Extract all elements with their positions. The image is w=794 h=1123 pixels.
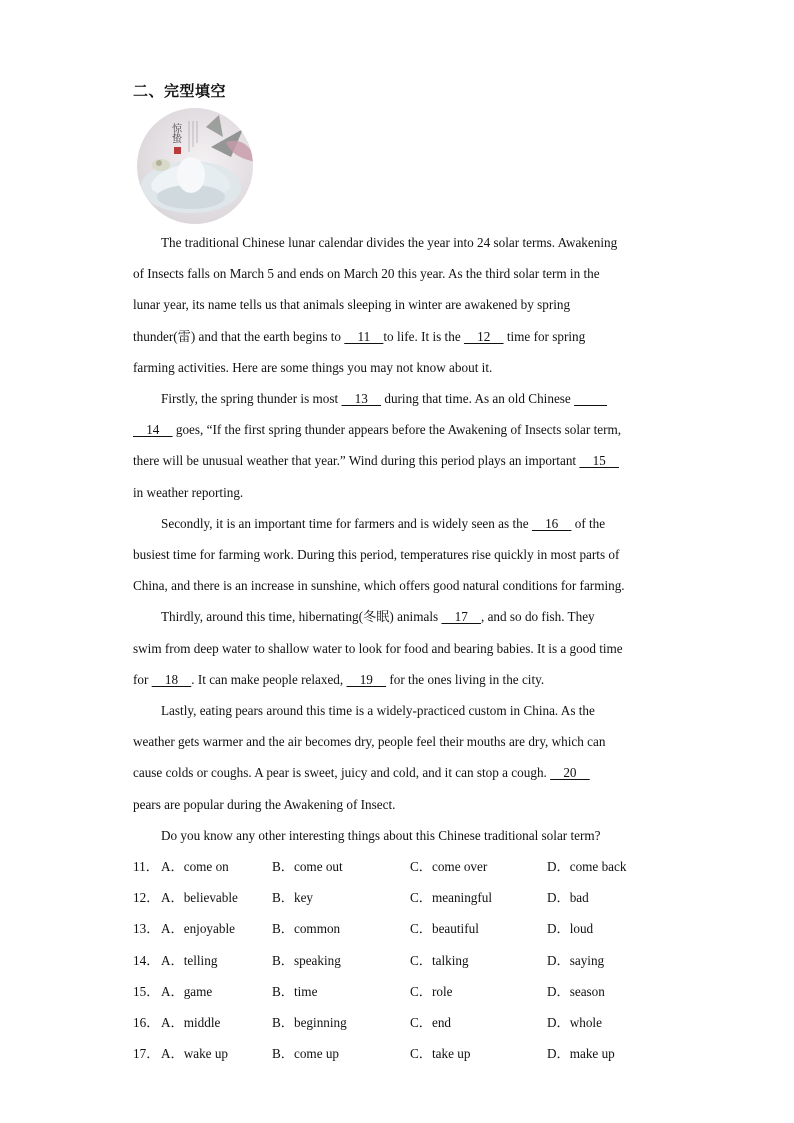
question-number: 13． xyxy=(133,921,160,936)
passage-text: for the ones living in the city. xyxy=(386,672,545,687)
passage-text: for xyxy=(133,672,152,687)
option-c[interactable]: C．meaningful xyxy=(410,890,493,905)
option-a[interactable]: A．telling xyxy=(161,953,218,968)
section-heading: 二、完型填空 xyxy=(133,82,227,100)
passage-text: time for spring xyxy=(503,329,586,344)
passage-text: thunder(雷) and that the earth begins to xyxy=(133,329,345,344)
option-a[interactable]: A．middle xyxy=(161,1015,221,1030)
option-b[interactable]: B．time xyxy=(272,984,318,999)
passage-line xyxy=(133,359,492,377)
question-number: 16． xyxy=(133,1015,160,1030)
option-a[interactable]: A．come on xyxy=(161,859,229,874)
answer-blank: 14 xyxy=(133,422,173,437)
passage-line xyxy=(133,296,570,314)
passage-text: weather gets warmer and the air becomes dry, people feel their mouths are dry, which can xyxy=(133,734,606,749)
answer-blank: 15 xyxy=(579,453,619,468)
passage-text: pears are popular during the Awakening of Insect. xyxy=(133,797,396,812)
passage-line xyxy=(133,265,600,283)
answer-blank: 16 xyxy=(531,516,572,531)
question-number: 17． xyxy=(133,1046,160,1061)
passage-line xyxy=(133,733,605,751)
option-d[interactable]: D．loud xyxy=(547,921,594,936)
option-d[interactable]: D．whole xyxy=(547,1015,602,1030)
passage-text: in weather reporting. xyxy=(133,485,244,500)
passage-line xyxy=(133,640,623,658)
passage-text: farming activities. Here are some things you may not know about it. xyxy=(133,360,493,375)
answer-blank: 11 xyxy=(344,329,384,344)
passage-text: swim from deep water to shallow water to look for food and bearing babies. It is a good time xyxy=(133,641,623,656)
passage-line xyxy=(161,234,617,252)
passage-text: Lastly, eating pears around this time is a widely-practiced custom in China. As the xyxy=(161,703,595,718)
passage-line xyxy=(133,452,619,470)
passage-text: China, and there is an increase in sunshine, which offers good natural conditions for farming. xyxy=(133,578,625,593)
question-number: 12． xyxy=(133,890,160,905)
passage-text: The traditional Chinese lunar calendar divides the year into 24 solar terms. Awakening xyxy=(161,235,618,250)
passage-text: during that time. As an old Chinese xyxy=(381,391,575,406)
passage-text: Do you know any other interesting things about this Chinese traditional solar term? xyxy=(161,828,601,843)
passage-line xyxy=(161,827,601,845)
option-d[interactable]: D．bad xyxy=(547,890,589,905)
passage-line xyxy=(161,608,595,626)
answer-blank: 12 xyxy=(463,329,504,344)
option-a[interactable]: A．believable xyxy=(161,890,238,905)
option-b[interactable]: B．common xyxy=(272,921,341,936)
passage-line xyxy=(161,515,605,533)
option-d[interactable]: D．come back xyxy=(547,859,627,874)
option-b[interactable]: B．come out xyxy=(272,859,343,874)
passage-text: Thirdly, around this time, hibernating(冬眠) animals xyxy=(161,609,442,624)
option-d[interactable]: D．make up xyxy=(547,1046,615,1061)
solar-term-illustration xyxy=(131,107,261,225)
passage-text: Firstly, the spring thunder is most xyxy=(161,391,342,406)
question-number: 11． xyxy=(133,859,159,874)
option-c[interactable]: C．role xyxy=(410,984,453,999)
answer-blank: 20 xyxy=(550,765,590,780)
passage-text: lunar year, its name tells us that animals sleeping in winter are awakened by spring xyxy=(133,297,571,312)
passage-line xyxy=(133,421,621,439)
option-b[interactable]: B．come up xyxy=(272,1046,340,1061)
option-b[interactable]: B．speaking xyxy=(272,953,341,968)
answer-blank: 19 xyxy=(346,672,387,687)
answer-blank xyxy=(574,390,607,408)
passage-text: of the xyxy=(571,516,606,531)
passage-text: of Insects falls on March 5 and ends on March 20 this year. As the third solar term in the xyxy=(133,266,600,281)
option-a[interactable]: A．wake up xyxy=(161,1046,229,1061)
question-number: 15． xyxy=(133,984,160,999)
passage-line xyxy=(133,796,395,814)
option-c[interactable]: C．take up xyxy=(410,1046,471,1061)
passage-text: , and so do fish. They xyxy=(480,609,595,624)
option-d[interactable]: D．season xyxy=(547,984,605,999)
option-a[interactable]: A．game xyxy=(161,984,213,999)
passage-line xyxy=(133,546,619,564)
passage-text: there will be unusual weather that year.” Wind during this period plays an important xyxy=(133,453,580,468)
question-number: 14． xyxy=(133,953,160,968)
passage-line xyxy=(133,328,585,346)
option-a[interactable]: A．enjoyable xyxy=(161,921,235,936)
option-d[interactable]: D．saying xyxy=(547,953,605,968)
option-c[interactable]: C．come over xyxy=(410,859,488,874)
passage-text: goes, “If the first spring thunder appears before the Awakening of Insects solar term, xyxy=(172,422,622,437)
answer-blank: 18 xyxy=(151,672,192,687)
answer-blank: 13 xyxy=(341,391,382,406)
option-c[interactable]: C．beautiful xyxy=(410,921,479,936)
passage-line xyxy=(161,702,595,720)
passage-text: busiest time for farming work. During this period, temperatures rise quickly in most parts of xyxy=(133,547,620,562)
option-c[interactable]: C．talking xyxy=(410,953,469,968)
passage-line xyxy=(133,484,243,502)
option-b[interactable]: B．beginning xyxy=(272,1015,347,1030)
passage-line xyxy=(161,390,607,408)
passage-text: . It can make people relaxed, xyxy=(191,672,347,687)
passage-text: cause colds or coughs. A pear is sweet, juicy and cold, and it can stop a cough. xyxy=(133,765,551,780)
passage-line xyxy=(133,577,625,595)
passage-line xyxy=(133,671,544,689)
passage-text: to life. It is the xyxy=(383,329,464,344)
solar-term-badge: 惊蛰 xyxy=(169,123,181,143)
passage-line xyxy=(133,764,590,782)
answer-blank: 17 xyxy=(441,609,481,624)
option-b[interactable]: B．key xyxy=(272,890,314,905)
passage-text: Secondly, it is an important time for farmers and is widely seen as the xyxy=(161,516,532,531)
option-c[interactable]: C．end xyxy=(410,1015,452,1030)
